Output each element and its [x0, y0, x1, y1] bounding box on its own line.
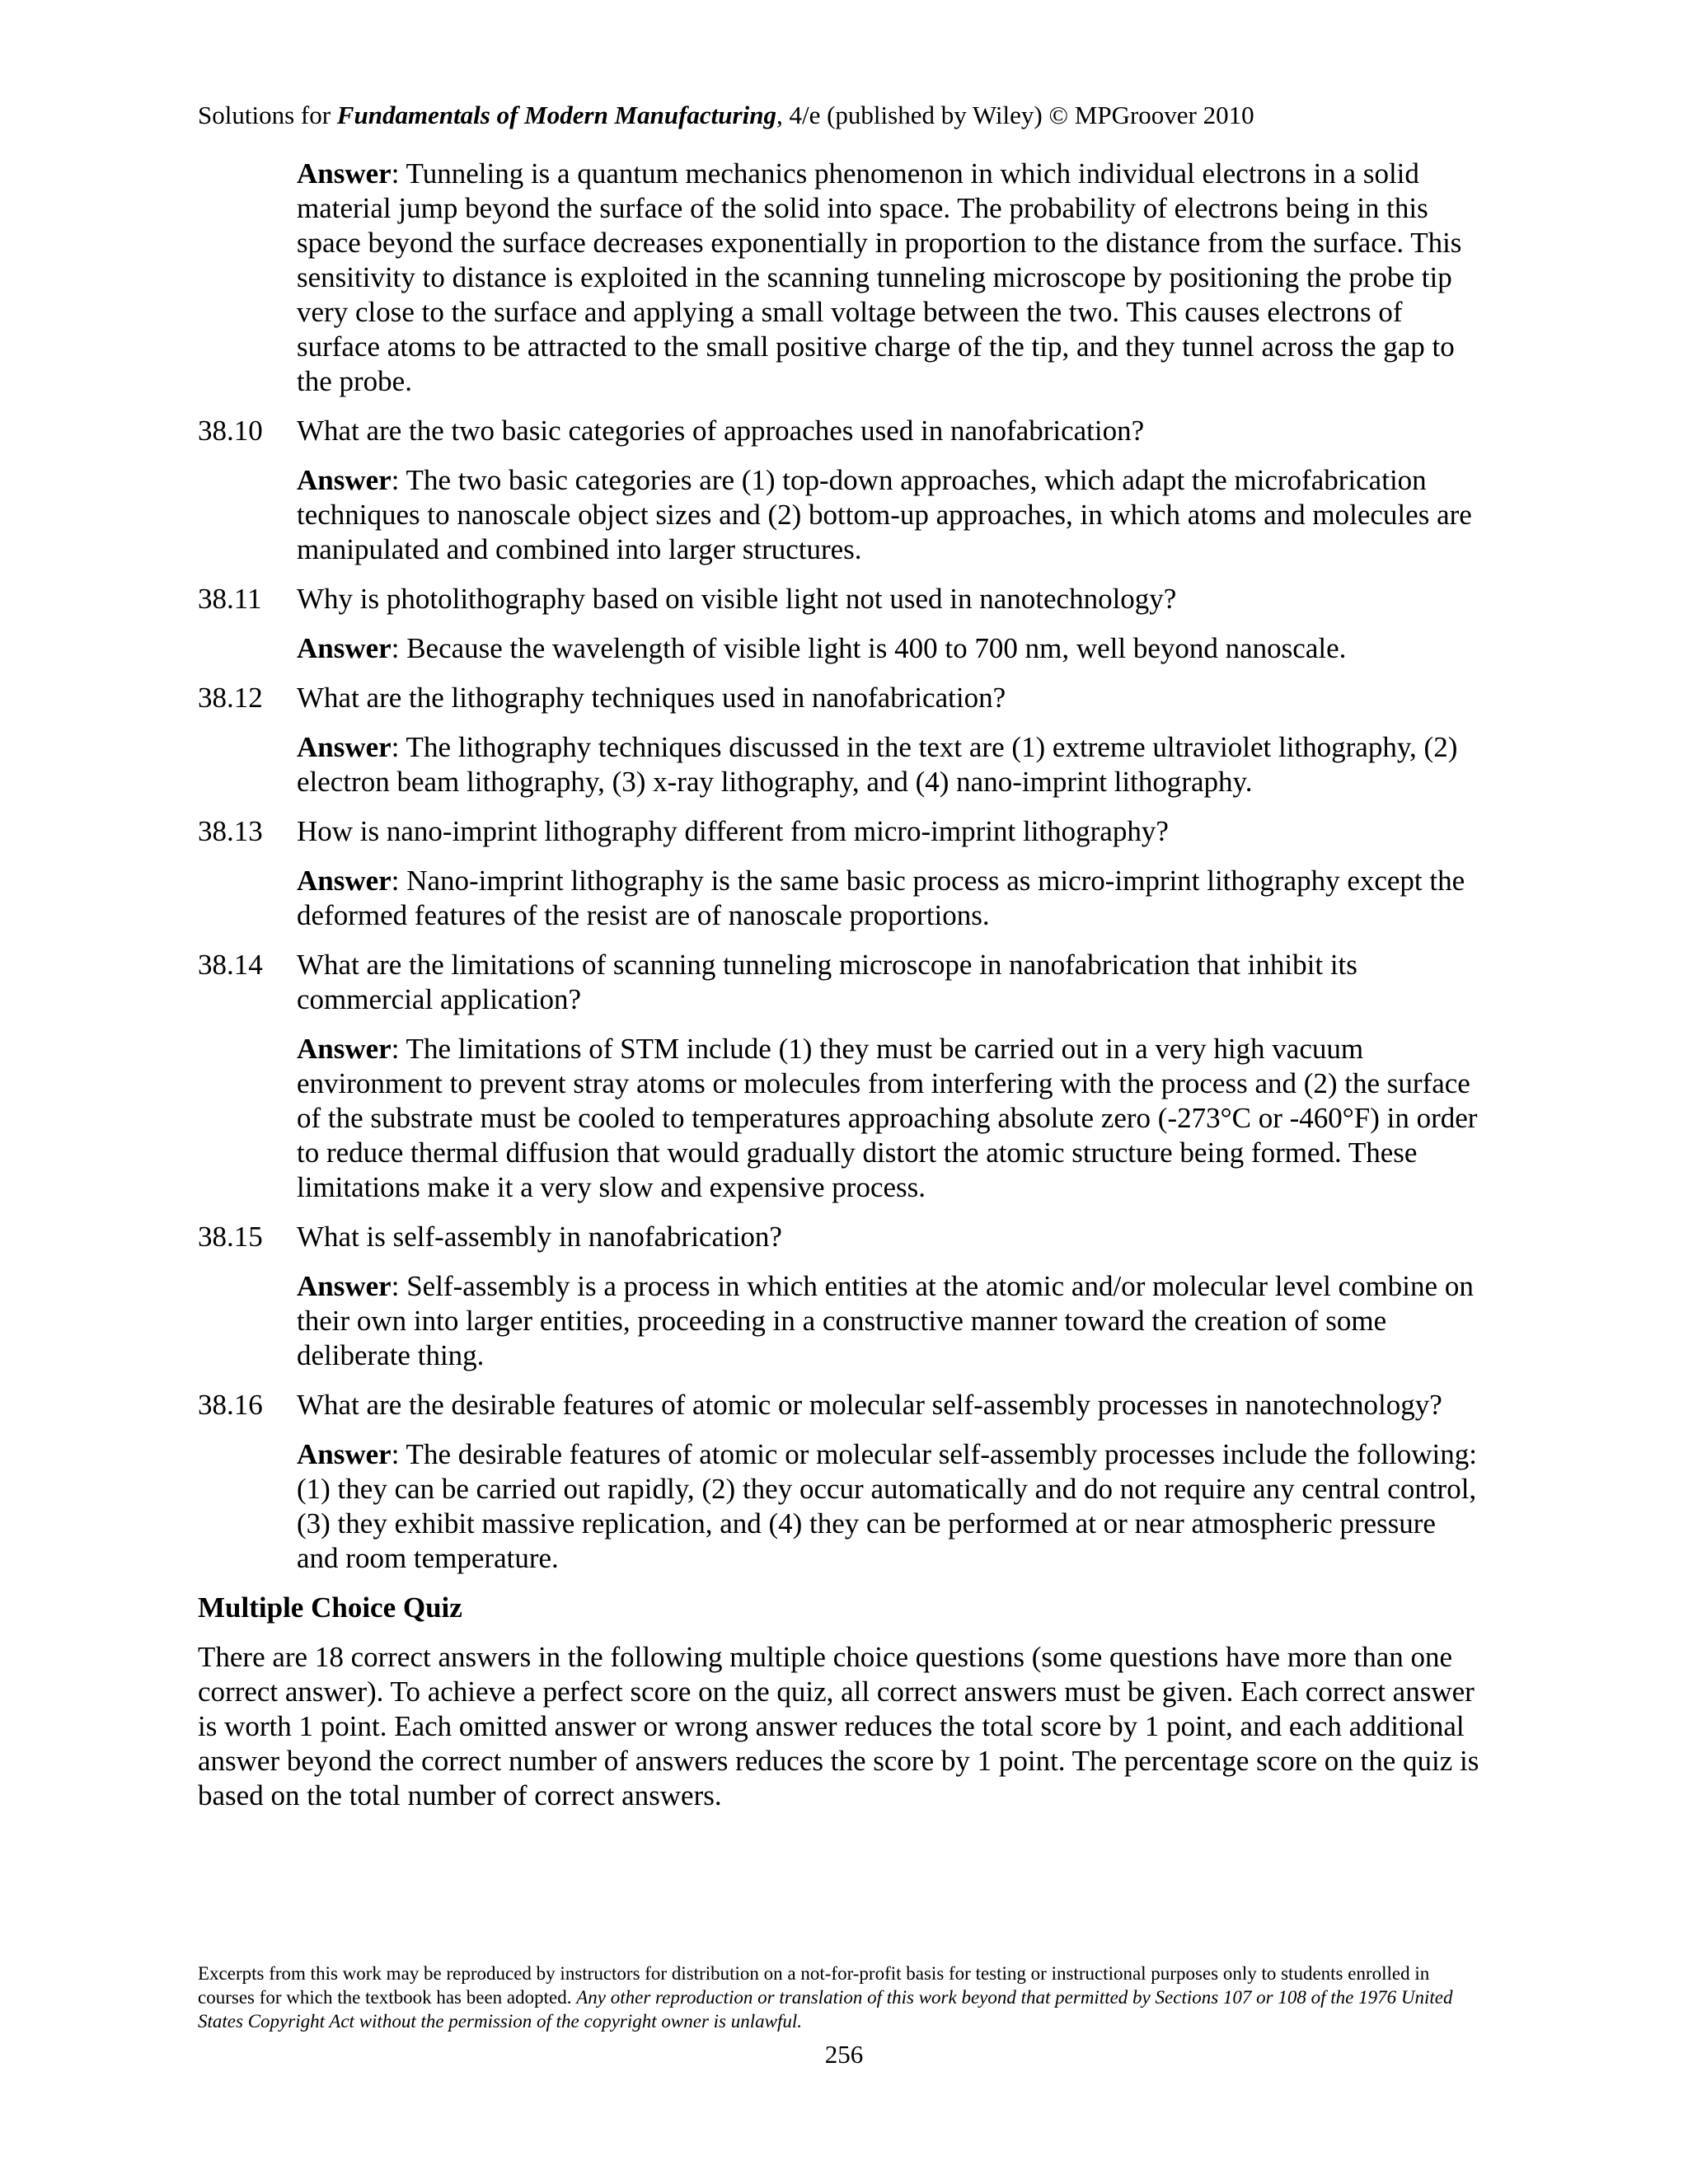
- answer-38-9: [297, 157, 1484, 399]
- question-38-11: [198, 582, 1484, 616]
- question-text: What are the two basic categories of approaches used in nanofabrication?: [297, 415, 1145, 447]
- answer-text: : The lithography techniques discussed in the text are (1) extreme ultraviolet lithography, (2) electron beam lithography, (3) x-ray lithography, and (4) nano-imprint lithography.: [297, 731, 1458, 798]
- answer-38-16: [297, 1437, 1484, 1576]
- question-38-15: [198, 1220, 1484, 1254]
- answer-label: Answer: [297, 157, 392, 190]
- question-38-13: [198, 814, 1484, 849]
- footer-italic-text: Any other reproduction or translation of this work beyond that permitted by Sections 107 or 108 of the 1976 United States Copyright Act without the permission of the copyright owner is unlawful.: [198, 1987, 1453, 2032]
- answer-38-12: [297, 730, 1484, 799]
- answer-text: : The desirable features of atomic or molecular self-assembly processes include the following: (1) they can be carried out rapidly, (2) they occur automatically and do not require any central control, (3) they exhibit massive replication, and (4) they can be performed at or near atmospheric pressure and room temperature.: [297, 1438, 1477, 1574]
- answer-text: : Self-assembly is a process in which entities at the atomic and/or molecular level combine on their own into larger entities, proceeding in a constructive manner toward the creation of some deliberate thing.: [297, 1270, 1474, 1371]
- question-number: 38.11: [198, 583, 262, 615]
- question-38-10: [198, 414, 1484, 448]
- question-text: What are the limitations of scanning tunneling microscope in nanofabrication that inhibit its commercial application?: [297, 949, 1357, 1015]
- header-book-title: Fundamentals of Modern Manufacturing: [336, 101, 776, 129]
- question-text: What is self-assembly in nanofabrication?: [297, 1221, 782, 1253]
- answer-38-15: [297, 1269, 1484, 1373]
- header-prefix: Solutions for: [198, 101, 337, 129]
- answer-38-10: [297, 463, 1484, 567]
- answer-text: : The limitations of STM include (1) they must be carried out in a very high vacuum environment to prevent stray atoms or molecules from interfering with the process and (2) the surface of the substrate must be cooled to temperatures approaching absolute zero (-273°C or -460°F) in order to reduce thermal diffusion that would gradually distort the atomic structure being formed. These limitations make it a very slow and expensive process.: [297, 1033, 1478, 1203]
- page-number: 256: [824, 2040, 864, 2069]
- answer-label: Answer: [297, 1438, 392, 1470]
- question-text: Why is photolithography based on visible light not used in nanotechnology?: [297, 583, 1177, 615]
- question-text: What are the lithography techniques used in nanofabrication?: [297, 682, 1006, 714]
- running-header: [198, 99, 1254, 132]
- answer-38-14: [297, 1032, 1484, 1205]
- quiz-intro-paragraph: There are 18 correct answers in the following multiple choice questions (some questions have more than one correct answer). To achieve a perfect score on the quiz, all correct answers must be given. Each correct answer is worth 1 point. Each omitted answer or wrong answer reduces the total score by 1 point, and each additional answer beyond the correct number of answers reduces the score by 1 point. The percentage score on the quiz is based on the total number of correct answers.: [198, 1641, 1479, 1811]
- answer-label: Answer: [297, 464, 392, 496]
- answer-text: : The two basic categories are (1) top-down approaches, which adapt the microfabrication techniques to nanoscale object sizes and (2) bottom-up approaches, in which atoms and molecules are manipulated and combined into larger structures.: [297, 464, 1472, 565]
- header-suffix: , 4/e (published by Wiley) © MPGroover 2010: [776, 101, 1254, 129]
- question-text: How is nano-imprint lithography different from micro-imprint lithography?: [297, 815, 1169, 847]
- answer-38-11: [297, 631, 1484, 666]
- answer-label: Answer: [297, 1033, 392, 1065]
- answer-label: Answer: [297, 731, 392, 763]
- question-text: What are the desirable features of atomic or molecular self-assembly processes in nanotechnology?: [297, 1389, 1442, 1421]
- question-number: 38.15: [198, 1221, 263, 1253]
- section-heading: Multiple Choice Quiz: [198, 1591, 462, 1624]
- answer-text: : Because the wavelength of visible light is 400 to 700 nm, well beyond nanoscale.: [391, 632, 1347, 664]
- answer-label: Answer: [297, 865, 392, 897]
- question-38-14: [198, 948, 1484, 1017]
- answer-label: Answer: [297, 632, 392, 664]
- question-number: 38.10: [198, 415, 263, 447]
- question-number: 38.16: [198, 1389, 263, 1421]
- answer-label: Answer: [297, 1270, 392, 1302]
- answer-text: : Tunneling is a quantum mechanics phenomenon in which individual electrons in a solid material jump beyond the surface of the solid into space. The probability of electrons being in this space beyond the surface decreases exponentially in proportion to the distance from the surface. This sensitivity to distance is exploited in the scanning tunneling microscope by positioning the probe tip very close to the surface and applying a small voltage between the two. This causes electrons of surface atoms to be attracted to the small positive charge of the tip, and they tunnel across the gap to the probe.: [297, 157, 1462, 397]
- question-number: 38.12: [198, 682, 263, 714]
- copyright-footer: [198, 1961, 1484, 2033]
- footer-text: Excerpts from this work may be reproduced by instructors for distribution on a not-for-profit basis for testing or instructional purposes only to students enrolled in courses for which the textbook has been adopted.: [198, 1963, 1430, 2008]
- question-38-16: [198, 1388, 1484, 1422]
- answer-38-13: [297, 864, 1484, 933]
- main-content: [198, 157, 1484, 1813]
- question-number: 38.13: [198, 815, 263, 847]
- question-38-12: [198, 681, 1484, 715]
- answer-text: : Nano-imprint lithography is the same basic process as micro-imprint lithography except the deformed features of the resist are of nanoscale proportions.: [297, 865, 1465, 931]
- question-number: 38.14: [198, 949, 263, 981]
